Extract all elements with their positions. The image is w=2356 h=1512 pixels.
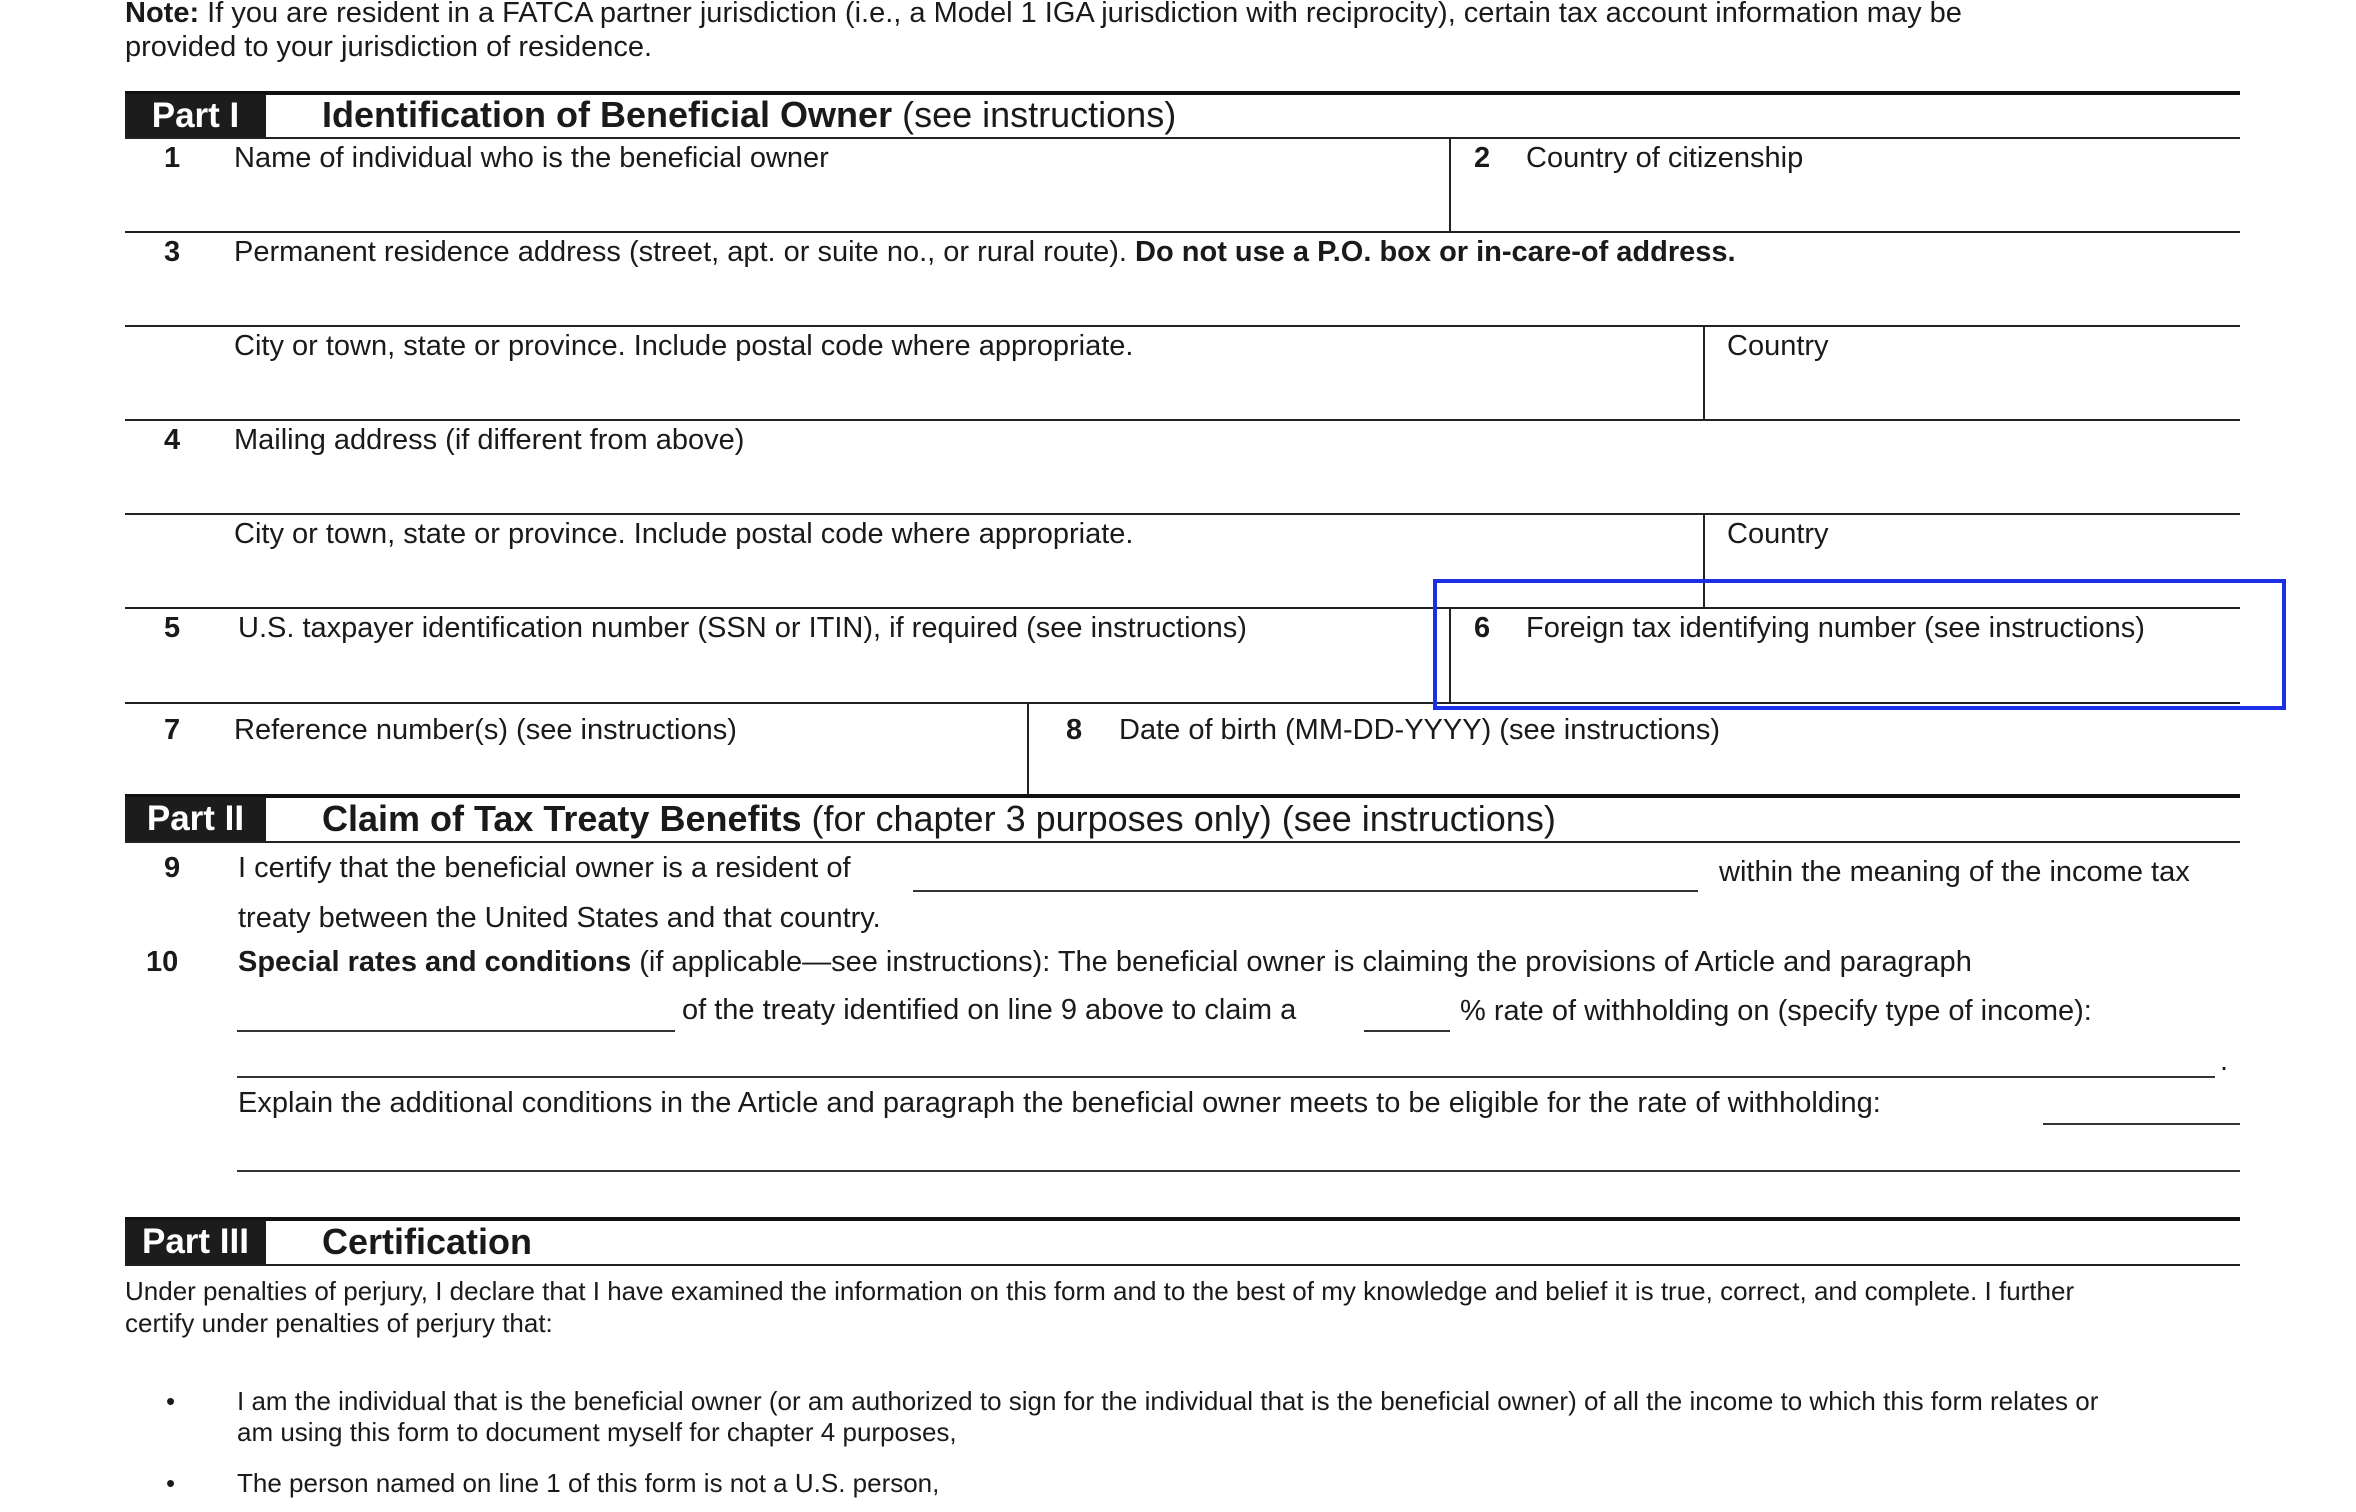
income-type-input[interactable]	[237, 1076, 2215, 1078]
part-2-title	[322, 797, 1556, 841]
line-10-explain-label: Explain the additional conditions in the Article and paragraph the beneficial owner meets to be eligible for the rate of withholding:	[238, 1087, 1881, 1119]
note-line-2: provided to your jurisdiction of residence.	[125, 31, 653, 63]
line-10-label	[238, 945, 1972, 979]
note-text: If you are resident in a FATCA partner jurisdiction (i.e., a Model 1 IGA jurisdiction with reciprocity), certain tax account information may be	[199, 0, 1962, 29]
note-line-1	[125, 0, 1962, 30]
line-10-label-cont: of the treaty identified on line 9 above to claim a	[682, 994, 1297, 1026]
part-1-tag: Part I	[125, 94, 266, 138]
period: .	[2220, 1045, 2229, 1077]
bullet-icon: •	[166, 1468, 176, 1498]
divider	[125, 137, 2240, 139]
divider	[1703, 325, 1705, 420]
certification-intro: Under penalties of perjury, I declare that I have examined the information on this form and to the best of my knowledge and belief it is true, correct, and complete. I further	[125, 1276, 2075, 1306]
field-country-of-citizenship[interactable]: Country of citizenship	[1526, 142, 1804, 174]
certification-item-1-cont: am using this form to document myself for chapter 4 purposes,	[237, 1417, 957, 1447]
article-input[interactable]	[237, 1030, 675, 1032]
line-number: 1	[164, 142, 181, 174]
field-us-tin[interactable]: U.S. taxpayer identification number (SSN or ITIN), if required (see instructions)	[238, 612, 1247, 644]
part-2-title-text: Claim of Tax Treaty Benefits	[322, 798, 802, 839]
part-3-tag: Part III	[125, 1220, 266, 1264]
line-number: 4	[164, 424, 181, 456]
field-city-1[interactable]: City or town, state or province. Include postal code where appropriate.	[234, 330, 1134, 362]
certification-item-2: The person named on line 1 of this form is not a U.S. person,	[237, 1468, 940, 1498]
divider	[125, 325, 2240, 327]
field-reference-number[interactable]: Reference number(s) (see instructions)	[234, 714, 737, 746]
line-number: 5	[164, 612, 181, 644]
label: (if applicable—see instructions): The beneficial owner is claiming the provisions of Article and paragraph	[631, 946, 1972, 978]
label-bold: Special rates and conditions	[238, 946, 632, 978]
line-number: 6	[1474, 612, 1491, 644]
line-number: 3	[164, 236, 181, 268]
field-date-of-birth[interactable]: Date of birth (MM-DD-YYYY) (see instructions)	[1119, 714, 1721, 746]
bullet-icon: •	[166, 1386, 176, 1416]
line-number: 10	[146, 946, 179, 978]
label-bold: Do not use a P.O. box or in-care-of address.	[1135, 236, 1736, 268]
divider	[125, 231, 2240, 233]
explain-input-2[interactable]	[237, 1170, 2240, 1172]
note-label: Note:	[125, 0, 200, 29]
divider	[125, 419, 2240, 421]
residence-country-input[interactable]	[913, 890, 1698, 892]
field-permanent-address[interactable]	[234, 235, 1736, 269]
line-9-label: I certify that the beneficial owner is a resident of	[238, 852, 851, 884]
field-name-of-owner[interactable]: Name of individual who is the beneficial owner	[234, 142, 829, 174]
field-city-2[interactable]: City or town, state or province. Include postal code where appropriate.	[234, 518, 1134, 550]
line-number: 2	[1474, 142, 1491, 174]
divider	[125, 841, 2240, 843]
part-1-title	[322, 93, 1176, 137]
line-number: 9	[164, 852, 181, 884]
label: Permanent residence address (street, apt. or suite no., or rural route).	[234, 236, 1136, 268]
part-1-title-suffix: (see instructions)	[892, 94, 1177, 135]
field-foreign-tin[interactable]: Foreign tax identifying number (see instructions)	[1526, 612, 2145, 644]
divider	[1449, 138, 1451, 231]
explain-input[interactable]	[2043, 1123, 2240, 1125]
line-9-label-cont: within the meaning of the income tax	[1719, 856, 2190, 888]
field-mailing-address[interactable]: Mailing address (if different from above)	[234, 424, 745, 456]
part-2-title-suffix: (for chapter 3 purposes only) (see instructions)	[801, 798, 1556, 839]
part-1-title-text: Identification of Beneficial Owner	[322, 94, 893, 135]
line-9-label-cont2: treaty between the United States and that country.	[238, 902, 881, 934]
divider	[125, 513, 2240, 515]
part-2-tag: Part II	[125, 797, 266, 841]
certification-intro-cont: certify under penalties of perjury that:	[125, 1308, 553, 1338]
certification-item-1: I am the individual that is the beneficial owner (or am authorized to sign for the individual that is the beneficial owner) of all the income to which this form relates or	[237, 1386, 2099, 1416]
field-country-2[interactable]: Country	[1727, 518, 1829, 550]
divider	[1027, 703, 1029, 796]
highlight-box	[1433, 579, 2286, 710]
part-3-title: Certification	[322, 1221, 533, 1262]
divider	[125, 1264, 2240, 1266]
field-country-1[interactable]: Country	[1727, 330, 1829, 362]
line-number: 8	[1066, 714, 1083, 746]
line-number: 7	[164, 714, 181, 746]
line-10-label-cont2: % rate of withholding on (specify type of income):	[1460, 995, 2092, 1027]
rate-input[interactable]	[1364, 1030, 1450, 1032]
